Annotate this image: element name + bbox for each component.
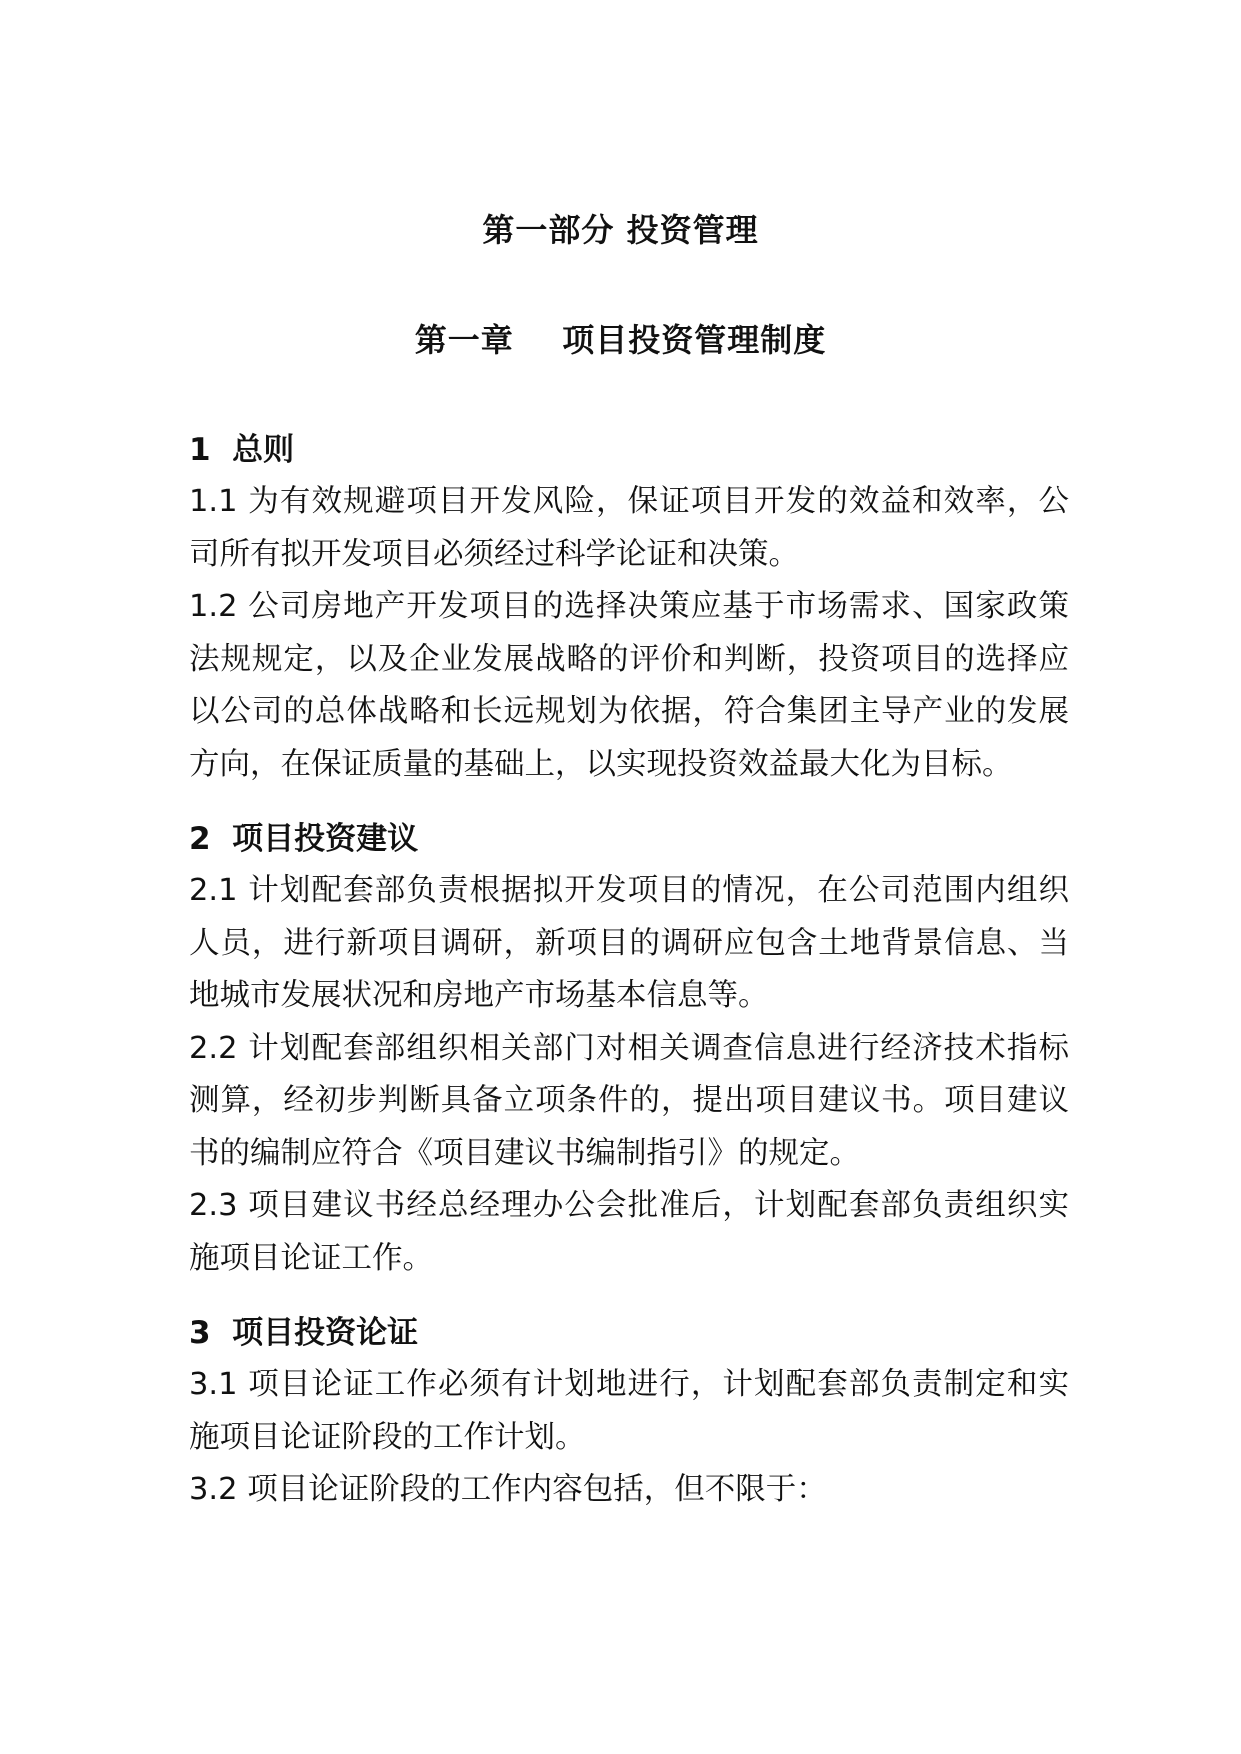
section-investment-evaluation: [189, 1307, 1069, 1517]
section-spacer: [189, 1285, 1069, 1307]
section-heading: 2 项目投资建议: [189, 821, 419, 857]
section-general: [189, 424, 1069, 791]
paragraph: 1.1 为有效规避项目开发风险，保证项目开发的效益和效率，公司所有拟开发项目必须经过科学论证和决策。: [189, 484, 1069, 572]
part-title: 第一部分 投资管理: [482, 211, 759, 249]
section-heading: 1 总则: [189, 432, 295, 468]
paragraph: 1.2 公司房地产开发项目的选择决策应基于市场需求、国家政策法规规定，以及企业发展战略的评价和判断，投资项目的选择应以公司的总体战略和长远规划为依据，符合集团主导产业的发展方向，在保证质量的基础上，以实现投资效益最大化为目标。: [189, 589, 1069, 782]
paragraph: 3.2 项目论证阶段的工作内容包括，但不限于：: [189, 1472, 827, 1507]
paragraph: 2.3 项目建议书经总经理办公会批准后，计划配套部负责组织实施项目论证工作。: [189, 1188, 1069, 1276]
section-heading: 3 项目投资论证: [189, 1315, 419, 1351]
section-investment-proposal: [189, 813, 1069, 1285]
document-body: [189, 424, 1069, 1517]
paragraph: 2.2 计划配套部组织相关部门对相关调查信息进行经济技术指标测算，经初步判断具备立项条件的，提出项目建议书。项目建议书的编制应符合《项目建议书编制指引》的规定。: [189, 1030, 1069, 1171]
paragraph: 3.1 项目论证工作必须有计划地进行，计划配套部负责制定和实施项目论证阶段的工作计划。: [189, 1367, 1069, 1455]
paragraph: 2.1 计划配套部负责根据拟开发项目的情况，在公司范围内组织人员，进行新项目调研，新项目的调研应包含土地背景信息、当地城市发展状况和房地产市场基本信息等。: [189, 873, 1069, 1013]
section-spacer: [189, 791, 1069, 813]
chapter-title: 第一章 项目投资管理制度: [414, 321, 827, 359]
